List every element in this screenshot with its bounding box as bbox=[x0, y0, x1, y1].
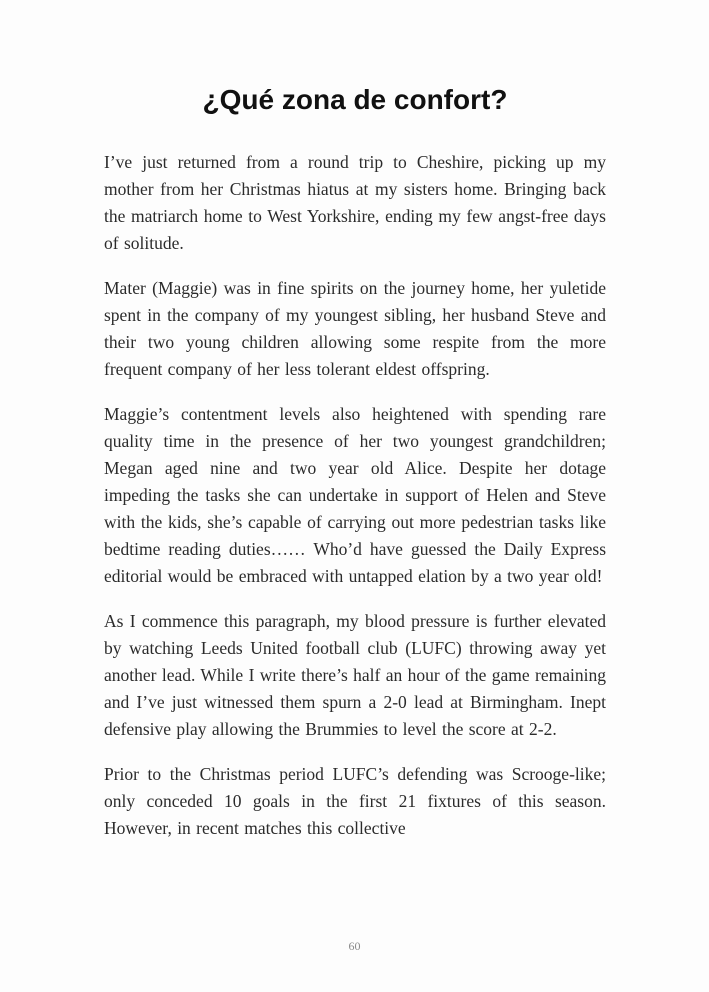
paragraph-2: Mater (Maggie) was in fine spirits on the journey home, her yuletide spent in the company of my youngest sibling, her husband Steve and their two young children allowing some respite from the more frequent company of her less tolerant eldest offspring. bbox=[104, 278, 606, 379]
paragraph-5: Prior to the Christmas period LUFC’s defending was Scrooge-like; only conceded 10 goals in the first 21 fixtures of this season. However, in recent matches this collective bbox=[104, 764, 606, 838]
paragraph-1: I’ve just returned from a round trip to Cheshire, picking up my mother from her Christmas hiatus at my sisters home. Bringing back the matriarch home to West Yorkshire, ending my few angst-free days of solitude. bbox=[104, 152, 606, 253]
paragraph-3: Maggie’s contentment levels also heightened with spending rare quality time in the presence of her two youngest grandchildren; Megan aged nine and two year old Alice. Despite her dotage impeding the tasks she can undertake in support of Helen and Steve with the kids, she’s capable of carrying out more pedestrian tasks like bedtime reading duties…… Who’d have guessed the Daily Express editorial would be embraced with untapped elation by a two year old! bbox=[104, 404, 606, 586]
page-number: 60 bbox=[348, 939, 361, 953]
page-title: ¿Qué zona de confort? bbox=[202, 84, 508, 115]
paragraph-4: As I commence this paragraph, my blood pressure is further elevated by watching Leeds United football club (LUFC) throwing away yet another lead. While I write there’s half an hour of the game remaining and I’ve just witnessed them spurn a 2-0 lead at Birmingham. Inept defensive play allowing the Brummies to level the score at 2-2. bbox=[104, 611, 606, 739]
document-content bbox=[104, 82, 606, 842]
